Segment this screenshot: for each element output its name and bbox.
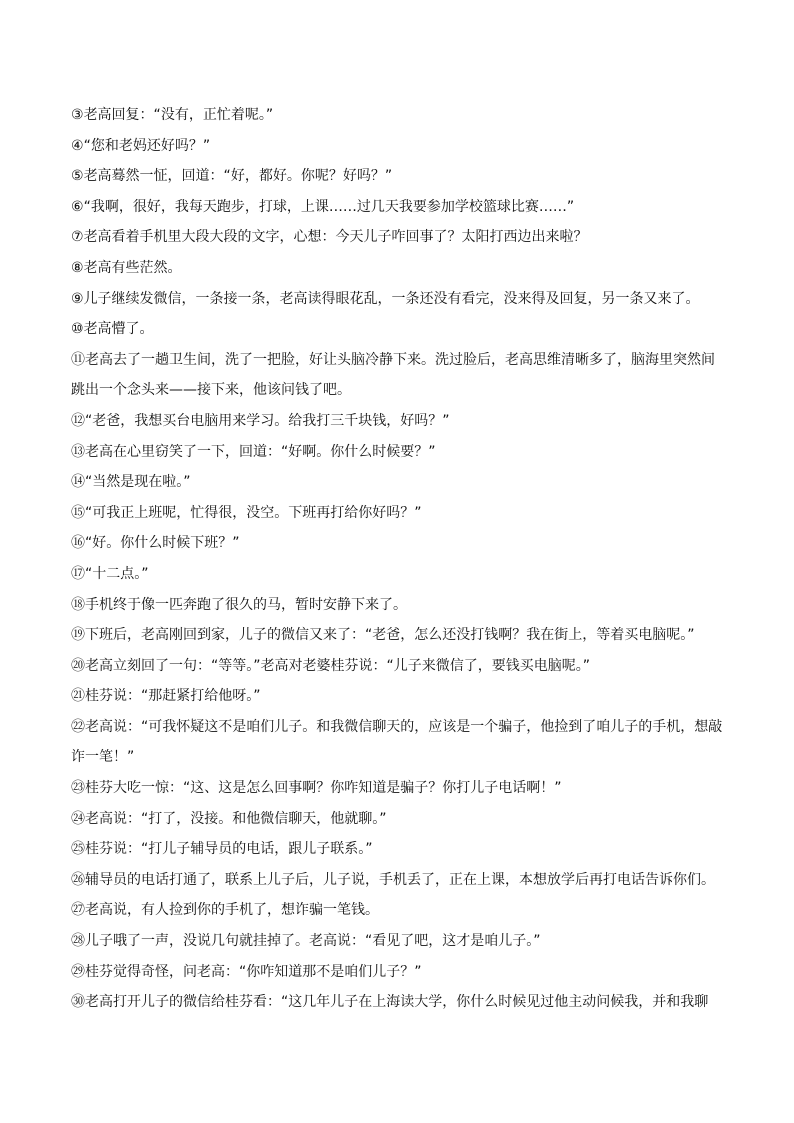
paragraph-text: “您和老妈还好吗？” [83, 137, 211, 154]
paragraph [71, 957, 725, 988]
paragraph [71, 773, 725, 804]
paragraph-number: ㉓ [71, 780, 85, 797]
paragraph-text: 老高蓦然一怔，回道：“好，都好。你呢？好吗？” [83, 168, 393, 185]
paragraph [71, 437, 725, 468]
paragraph [71, 467, 725, 498]
paragraph-text: 老高打开儿子的微信给桂芬看：“这几年儿子在上海读大学，你什么时候见过他主动问候我，并和我聊 [85, 994, 709, 1011]
paragraph [71, 590, 725, 621]
paragraph-text: 下班后，老高刚回到家，儿子的微信又来了：“老爸，怎么还没打钱啊？我在街上，等着买电脑呢。” [85, 627, 695, 644]
document-page [71, 100, 725, 1018]
paragraph [71, 406, 725, 437]
paragraph [71, 895, 725, 926]
paragraph-text: 桂芬觉得奇怪，问老高：“你咋知道那不是咱们儿子？” [85, 963, 422, 980]
paragraph-text: 桂芬大吃一惊：“这、这是怎么回事啊？你咋知道是骗子？你打儿子电话啊！” [85, 780, 562, 797]
paragraph-number: ⑩ [71, 321, 84, 338]
paragraph-text: “好。你什么时候下班？” [85, 535, 240, 552]
paragraph-number: ⑬ [71, 443, 85, 460]
paragraph [71, 987, 725, 1018]
paragraph [71, 681, 725, 712]
paragraph-number: ⑰ [71, 565, 85, 582]
paragraph [71, 192, 725, 223]
paragraph-text: 老高说：“打了，没接。和他微信聊天，他就聊。” [85, 810, 387, 827]
paragraph-number: ⑭ [71, 474, 85, 491]
paragraph-number: ③ [71, 107, 84, 123]
paragraph-text: 老高说：“可我怀疑这不是咱们儿子。和我微信聊天的，应该是一个骗子，他捡到了咱儿子的手机，想敲诈一笔！” [71, 718, 723, 766]
paragraph [71, 865, 725, 896]
paragraph [71, 528, 725, 559]
paragraph [71, 620, 725, 651]
paragraph-text: 老高看着手机里大段大段的文字，心想：今天儿子咋回事了？太阳打西边出来啦？ [83, 229, 588, 246]
paragraph-number: ⑮ [71, 504, 85, 521]
paragraph-text: “我啊，很好，我每天跑步，打球，上课……过几天我要参加学校篮球比赛……” [83, 198, 575, 215]
paragraph-text: “可我正上班呢，忙得很，没空。下班再打给你好吗？” [85, 504, 422, 521]
paragraph [71, 100, 725, 131]
paragraph-number: ⑯ [71, 535, 85, 552]
paragraph-text: “十二点。” [85, 565, 149, 582]
paragraph-text: 桂芬说：“打儿子辅导员的电话，跟儿子联系。” [85, 841, 373, 858]
paragraph-number: ⑪ [71, 351, 85, 368]
paragraph-number: ㉑ [71, 688, 85, 705]
paragraph-number: ㉔ [71, 810, 85, 827]
paragraph-number: ⑧ [71, 259, 84, 276]
paragraph-number: ⑤ [71, 168, 84, 185]
paragraph [71, 253, 725, 284]
paragraph [71, 834, 725, 865]
paragraph [71, 926, 725, 957]
paragraph-number: ㉚ [71, 994, 85, 1011]
paragraph [71, 284, 725, 315]
paragraph [71, 131, 725, 162]
paragraph-text: 辅导员的电话打通了，联系上儿子后，儿子说，手机丢了，正在上课，本想放学后再打电话告诉你们。 [85, 871, 715, 888]
paragraph-text: 老高立刻回了一句：“等等。”老高对老婆桂芬说：“儿子来微信了，要钱买电脑呢。” [85, 657, 591, 674]
paragraph-number: ⑳ [71, 657, 85, 674]
paragraph [71, 161, 725, 192]
paragraph-text: “老爸，我想买台电脑用来学习。给我打三千块钱，好吗？” [85, 412, 450, 429]
paragraph-text: 老高懵了。 [83, 321, 154, 338]
paragraph [71, 804, 725, 835]
paragraph [71, 559, 725, 590]
paragraph-number: ⑫ [71, 412, 85, 429]
paragraph-text: 老高有些茫然。 [83, 259, 182, 276]
paragraph [71, 314, 725, 345]
paragraph-text: “当然是现在啦。” [85, 474, 191, 491]
paragraph-number: ㉘ [71, 933, 85, 950]
paragraph-text: 儿子哦了一声，没说几句就挂掉了。老高说：“看见了吧，这才是咱儿子。” [85, 933, 541, 950]
paragraph-number: ⑥ [71, 198, 84, 215]
paragraph-text: 手机终于像一匹奔跑了很久的马，暂时安静下来了。 [85, 596, 407, 613]
paragraph-text: 老高说，有人捡到你的手机了，想诈骗一笔钱。 [85, 902, 379, 919]
paragraph-text: 老高在心里窃笑了一下，回道：“好啊。你什么时候要？” [85, 443, 436, 460]
paragraph-number: ⑱ [71, 596, 85, 613]
paragraph-text: 桂芬说：“那赶紧打给他呀。” [85, 688, 261, 705]
paragraph-number: ㉗ [71, 902, 85, 919]
paragraph-text: 老高去了一趟卫生间，洗了一把脸，好让头脑冷静下来。洗过脸后，老高思维清晰多了，脑海里突然间跳出一个念头来——接下来，他该问钱了吧。 [71, 351, 715, 399]
paragraph-number: ㉒ [71, 718, 85, 735]
paragraph-text: 老高回复：“没有，正忙着呢。” [83, 107, 274, 123]
paragraph-number: ㉕ [71, 841, 85, 858]
paragraph-number: ㉖ [71, 871, 85, 888]
paragraph-number: ⑦ [71, 229, 84, 246]
paragraph [71, 222, 725, 253]
paragraph [71, 345, 725, 406]
paragraph-text: 儿子继续发微信，一条接一条，老高读得眼花乱，一条还没有看完，没来得及回复，另一条又来了。 [83, 290, 700, 307]
paragraph-number: ⑨ [71, 290, 84, 307]
paragraph [71, 712, 725, 773]
paragraph-number: ④ [71, 137, 84, 154]
paragraph-number: ㉙ [71, 963, 85, 980]
paragraph-number: ⑲ [71, 627, 85, 644]
paragraph [71, 498, 725, 529]
paragraph [71, 651, 725, 682]
